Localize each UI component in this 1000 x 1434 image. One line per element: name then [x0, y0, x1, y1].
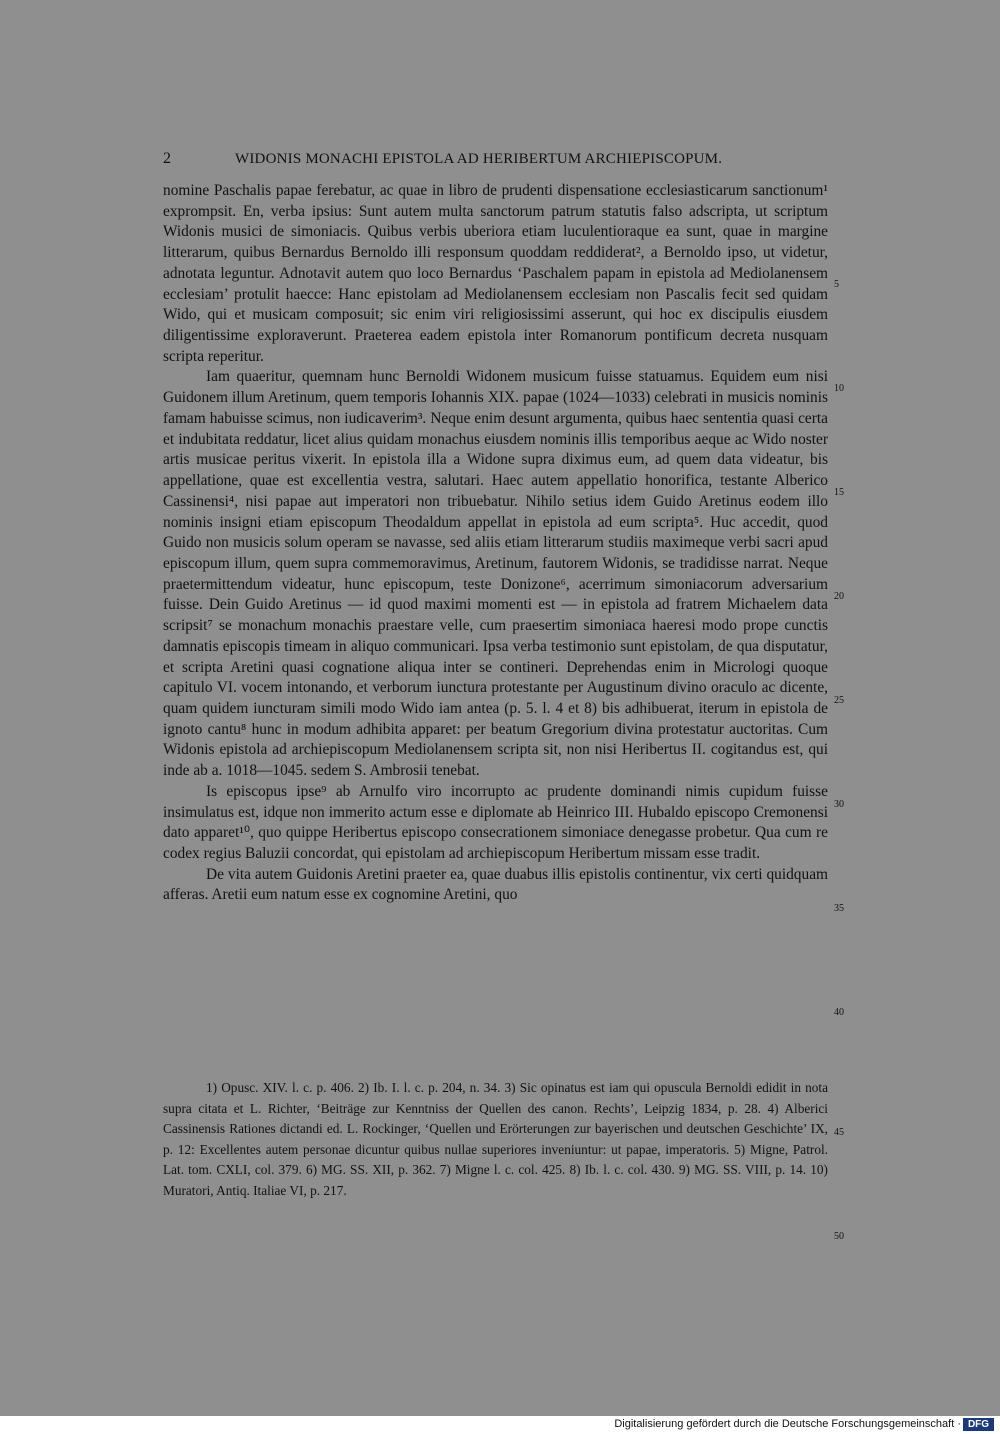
line-number: 50 [834, 1231, 844, 1242]
footnotes [163, 1078, 828, 1202]
paragraph: Is episcopus ipse⁹ ab Arnulfo viro incorrupto ac prudente dominandi nimis cupidum fuisse insimulatus est, idque non immerito actum esse e diplomate ab Heinrico III. Hubaldo episcopo Cremonensi dato apparet¹⁰, quo quippe Heribertus episcopo consecrationem simoniace denegasse probetur. Qua cum re codex regius Baluzii concordat, qui epistolam ad archiepiscopum Heribertum missam esse tradit. [163, 782, 828, 862]
line-number: 25 [834, 695, 844, 706]
paragraph: nomine Paschalis papae ferebatur, ac quae in libro de prudenti dispensatione ecclesiasticarum sanctionum¹ exprompsit. En, verba ipsius: Sunt autem multa sanctorum patrum statutis falso adscripta, ut scriptum Widonis musici de simoniacis. Quibus verbis uberiora etiam luculentioraque ea sunt, quae in margine litterarum, quibus Bernardus Bernoldo illi responsum quoddam reddiderat², a Bernoldo ipso, ut videtur, adnotata leguntur. Adnotavit autem quo loco Bernardus ‘Paschalem papam in epistola ad Mediolanensem ecclesiam’ protulit haecce: Hanc epistolam ad Mediolanensem ecclesiam non Pascalis fecit sed quidam Wido, qui et musicam composuit; sic enim viri religiosissimi asserunt, qui hoc ex discipulis eiusdem diligentissime exploraverunt. Praeterea eadem epistola inter Romanorum pontificum decreta nusquam scripta reperitur. [163, 182, 828, 365]
line-number: 30 [834, 799, 844, 810]
footnote-text: 1) Opusc. XIV. l. c. p. 406. 2) Ib. I. l. c. p. 204, n. 34. 3) Sic opinatus est iam qui opuscula Bernoldi edidit in nota supra citata et L. Richter, ‘Beiträge zur Kenntniss der Quellen des canon. Rechts’, Leipzig 1834, p. 28. 4) Alberici Cassinensis Rationes dictandi ed. L. Rockinger, ‘Quellen und Erörterungen zur bayerischen und deutschen Geschichte’ IX, p. 12: Excellentes autem personae dicuntur quibus nullae superiores inveniuntur: ut papae, imperatoris. 5) Migne, Patrol. Lat. tom. CXLI, col. 379. 6) MG. SS. XII, p. 362. 7) Migne l. c. col. 425. 8) Ib. l. c. col. 430. 9) MG. SS. VIII, p. 14. 10) Muratori, Antiq. Italiae VI, p. 217. [163, 1080, 828, 1198]
line-number: 40 [834, 1007, 844, 1018]
line-number: 15 [834, 487, 844, 498]
line-number: 45 [834, 1127, 844, 1138]
running-title: WIDONIS MONACHI EPISTOLA AD HERIBERTUM ARCHIEPISCOPUM. [235, 151, 723, 167]
page-number: 2 [163, 150, 171, 167]
dfg-logo: DFG [963, 1418, 994, 1431]
line-number: 35 [834, 903, 844, 914]
main-text [163, 181, 828, 906]
funding-credit: Digitalisierung gefördert durch die Deutsche Forschungsgemeinschaft · [614, 1418, 961, 1430]
paragraph: De vita autem Guidonis Aretini praeter ea, quae duabus illis epistolis continentur, vix certi quidquam afferas. Aretii eum natum esse ex cognomine Aretini, quo [163, 865, 828, 904]
line-number: 5 [834, 279, 839, 290]
line-number: 10 [834, 383, 844, 394]
line-number: 20 [834, 591, 844, 602]
paragraph: Iam quaeritur, quemnam hunc Bernoldi Widonem musicum fuisse statuamus. Equidem eum nisi Guidonem illum Aretinum, quem temporis Iohannis XIX. papae (1024—1033) celebrati in musicis nominis famam habuisse scimus, non iudicaverim³. Neque enim desunt argumenta, quibus haec sententia quasi certa et indubitata reddatur, licet alius quidam monachus eiusdem nominis illis temporibus aeque ac Wido noster artis musicae peritus vixerit. In epistola illa a Widone supra diximus eum, ad quem data videatur, bis appellatione, quae est excellentia vestra, salutari. Haec autem appellatio honorifica, testante Alberico Cassinensi⁴, nisi papae aut imperatori non tribuebatur. Nihilo setius idem Guido Aretinus eodem illo nominis insigni etiam episcopum Theodaldum appellat in epistola ad eum scripta⁵. Huc accedit, quod Guido non musicis solum operam se navasse, sed aliis etiam litterarum studiis maximeque verbi sacri apud episcopum illum, quem supra commemoravimus, Aretinum, fautorem Widonis, se tradidisse narrat. Neque praetermittendum videatur, hunc episcopum, teste Donizone⁶, acerrimum simoniacorum adversarium fuisse. Dein Guido Aretinus — id quod maximi momenti est — in epistola ad fratrem Michaelem data scripsit⁷ se monachum monachis praestare velle, cum praesertim simoniaca haeresi modo prope cunctis damnatis episcopis timeam in aliquo communicari. Ipsa verba testimonio sunt epistolam, de qua disputatur, et scripta Aretini quasi cognatione aliqua inter se contineri. Deprehendas enim in Micrologi quoque capitulo VI. vocem intonando, et verborum iunctura protestante per Augustinum divino oraculo ac dicente, quam quidem iuncturam simili modo Wido iam antea (p. 5. l. 4 et 8) bis adhibuerat, iterum in epistola de ignoto cantu⁸ hunc in modum adhibita apparet: per beatum Gregorium divina protestatur auctoritas. Cum Widonis epistola ad archiepiscopum Mediolanensem scripta sit, non nisi Heribertus II. cogitandus est, qui inde ab a. 1018—1045. sedem S. Ambrosii tenebat. [163, 368, 828, 780]
